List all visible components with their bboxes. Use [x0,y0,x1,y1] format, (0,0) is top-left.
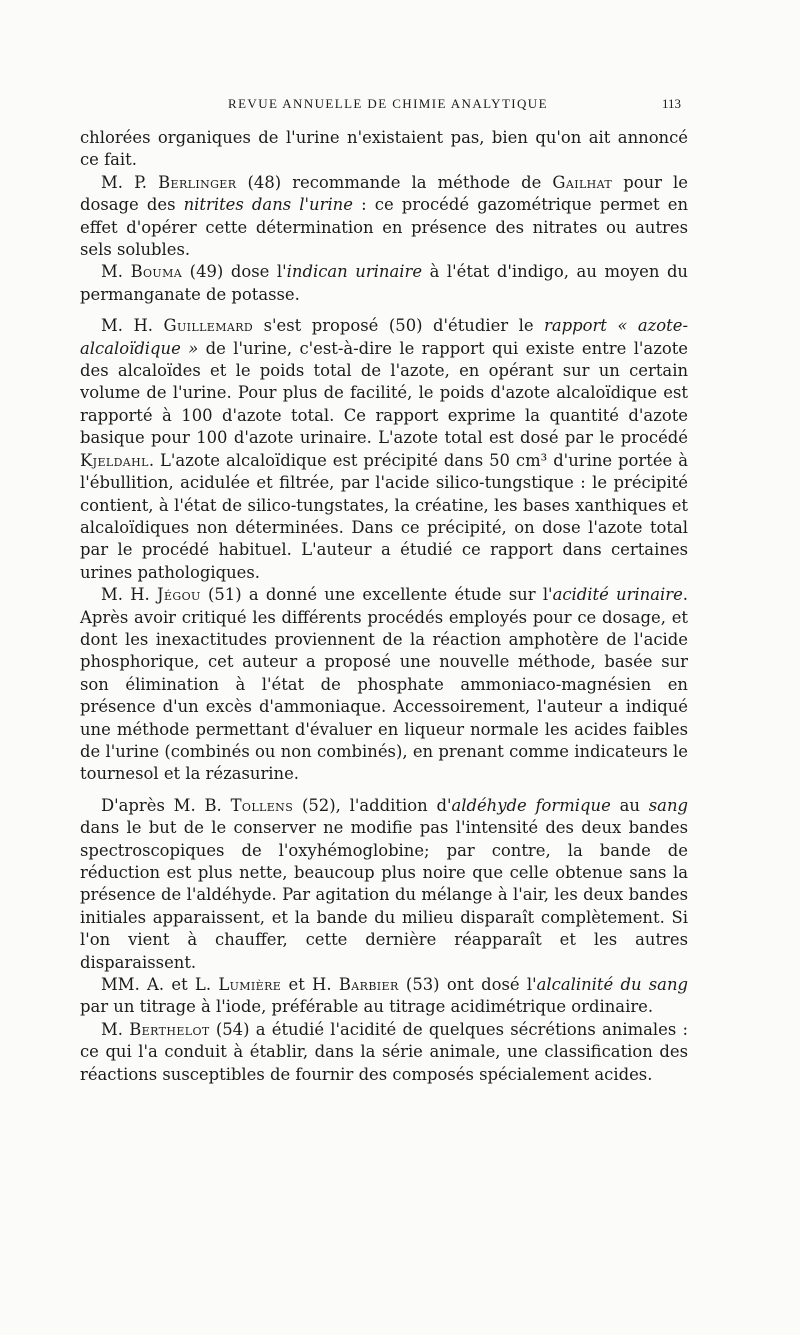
emphasis: acidité urinaire [552,585,683,605]
paragraph-berlinger: M. P. Berlinger (48) recommande la méthode de Gailhat pour le dosage des nitrites dans l'urine : ce procédé gazométrique permet en effet d'opérer cette détermination en présence des nitrates ou autres sels solubles. [80,172,689,260]
emphasis: nitrites dans l'urine [183,195,353,215]
author-name: Bouma [130,262,183,282]
emphasis: aldéhyde formique [451,795,611,815]
paragraph-tollens: D'après M. B. Tollens (52), l'addition d'aldéhyde formique au sang dans le but de le conserver ne modifie pas l'intensité des deux bandes spectroscopiques de l'oxyhémoglobine; par contre, la bande de réduction est plus nette, beaucoup plus noire que celle obtenue sans la présence de l'aldéhyde. Par agitation du mélange à l'air, les deux bandes initiales apparaissent, et la bande du milieu disparaît complètement. Si l'on vient à chauffer, cette dernière réapparaît et les autres disparaissent. [80,795,688,972]
paragraph-lumiere: MM. A. et L. Lumière et H. Barbier (53) ont dosé l'alcalinité du sang par un titrage à l'iode, préférable au titrage acidimétrique ordinaire. [80,975,689,1017]
body-text [80,127,688,1086]
paragraph-jegou: M. H. Jégou (51) a donné une excellente étude sur l'acidité urinaire. Après avoir critiqué les différents procédés employés pour ce dosage, et dont les inexactitudes proviennent de la réaction amphotère de l'acide phosphorique, cet auteur a proposé une nouvelle méthode, basée sur son élimination à l'état de phosphate ammoniaco-magnésien en présence d'un excès d'ammoniaque. Accessoirement, l'auteur a indiqué une méthode permettant d'évaluer en liqueur normale les acides faibles de l'urine (combinés ou non combinés), en prenant comme indicateurs le tournesol et la rézasurine. [80,585,689,784]
author-name: Berthelot [129,1019,210,1039]
paragraph-berthelot: M. Berthelot (54) a étudié l'acidité de quelques sécrétions animales : ce qui l'a conduit à établir, dans la série animale, une classification des réactions susceptibles de fournir des composés spécialement acides. [80,1019,688,1084]
author-name: Lumière [218,975,282,995]
author-name: Berlinger [158,172,237,192]
author-name: Barbier [338,975,399,995]
running-title: REVUE ANNUELLE DE CHIMIE ANALYTIQUE [228,96,548,111]
author-name: Guillemard [163,316,254,336]
paragraph-continued: chlorées organiques de l'urine n'existaient pas, bien qu'on ait annoncé ce fait. [80,128,688,170]
author-name: Tollens [230,795,294,815]
paragraph-bouma: M. Bouma (49) dose l'indican urinaire à l'état d'indigo, au moyen du permanganate de potasse. [80,262,688,304]
page-header [228,96,681,118]
emphasis: rapport « azote-alcaloïdique » [80,316,688,358]
emphasis: sang [648,795,688,815]
author-name: Kjeldahl [80,450,149,470]
paragraph-guillemard: M. H. Guillemard s'est proposé (50) d'étudier le rapport « azote-alcaloïdique » de l'urine, c'est-à-dire le rapport qui existe entre l'azote des alcaloïdes et le poids total de l'azote, en opérant sur un certain volume de l'urine. Pour plus de facilité, le poids d'azote alcaloïdique est rapporté à 100 d'azote total. Ce rapport exprime la quantité d'azote basique pour 100 d'azote urinaire. L'azote total est dosé par le procédé Kjeldahl. L'azote alcaloïdique est précipité dans 50 cm³ d'urine portée à l'ébullition, acidulée et filtrée, par l'acide silico-tungstique : le précipité contient, à l'état de silico-tungstates, la créatine, les bases xanthiques et alcaloïdiques non déterminées. Dans ce précipité, on dose l'azote total par le procédé habituel. L'auteur a étudié ce rapport dans certaines urines pathologiques. [80,316,688,582]
emphasis: indican urinaire [286,262,423,282]
author-name: Jégou [157,585,201,605]
emphasis: alcalinité du sang [536,975,689,995]
page-number: 113 [661,96,681,111]
author-name: Gailhat [552,172,613,192]
